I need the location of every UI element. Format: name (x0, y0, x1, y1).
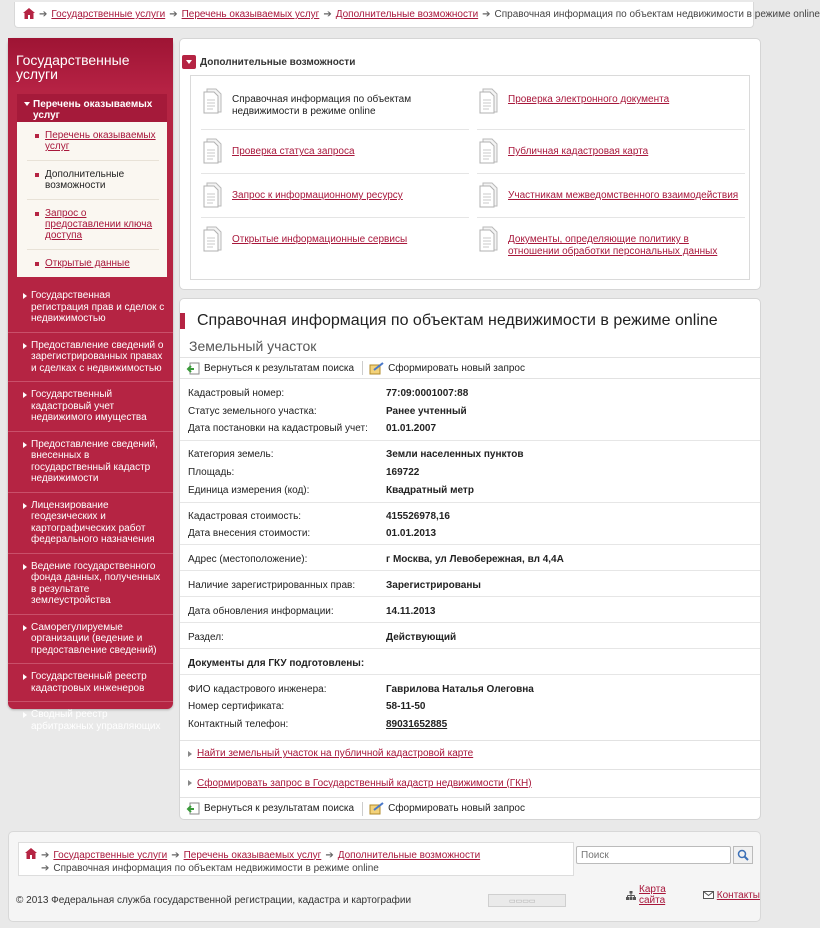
extras-link[interactable]: Проверка электронного документа (508, 94, 670, 105)
sidebar-item[interactable] (8, 382, 173, 432)
sidebar-subitem-label: Дополнительные возможности (45, 169, 125, 191)
extras-link-current: Справочная информация по объектам недвижимости в режиме online (232, 94, 412, 117)
arrow-icon: ➔ (41, 863, 50, 874)
extras-grid (190, 75, 750, 280)
make-request-row[interactable] (180, 769, 760, 796)
field-row: ФИО кадастрового инженера: Гаврилова Наталья Олеговна (188, 684, 534, 695)
back-to-results-button[interactable]: Вернуться к результатам поиска (187, 802, 354, 815)
breadcrumb-link[interactable]: Государственные услуги (53, 849, 168, 861)
extras-link[interactable]: Документы, определяющие политику в отношении обработки персональных данных (508, 234, 718, 257)
sitemap-link[interactable]: Карта сайта (626, 884, 694, 906)
new-request-button[interactable]: Сформировать новый запрос (369, 802, 525, 815)
object-type-subtitle: Земельный участок (189, 338, 317, 354)
arrow-icon: ➔ (169, 9, 178, 20)
arrow-icon: ➔ (482, 9, 491, 20)
field-row: Дата обновления информации: 14.11.2013 (188, 606, 436, 617)
extras-item-interagency[interactable] (479, 182, 749, 208)
sidebar-item-label: Лицензирование геодезических и картографических работ федерального назначения (31, 499, 155, 545)
sidebar-subitem-open-data[interactable] (27, 250, 159, 277)
find-on-map-link[interactable]: Найти земельный участок на публичной кадастровой карте (197, 748, 474, 759)
extras-item-cadastral-map[interactable] (479, 138, 749, 164)
extras-item-request-status[interactable] (203, 138, 473, 164)
field-row: Наличие зарегистрированных прав: Зарегистрированы (188, 580, 481, 591)
field-row: Единица измерения (код): Квадратный метр (188, 485, 474, 496)
sidebar-item-label: Саморегулируемые организации (ведение и предоставление сведений) (31, 621, 157, 656)
envelope-icon (703, 891, 714, 899)
document-icon (203, 226, 223, 252)
sidebar-item-label: Сводный реестр арбитражных управляющих (31, 709, 161, 732)
sidebar-active-section[interactable] (17, 94, 167, 122)
arrow-icon: ➔ (171, 849, 180, 861)
search-icon (737, 849, 749, 861)
field-row: Номер сертификата: 58-11-50 (188, 701, 426, 712)
footer-breadcrumb (18, 842, 574, 876)
chevron-right-icon (23, 674, 27, 680)
extras-link[interactable]: Участникам межведомственного взаимодействия (508, 190, 739, 201)
back-arrow-icon (187, 802, 200, 815)
sitemap-icon (626, 891, 636, 900)
extras-item-verify-document[interactable] (479, 88, 749, 114)
arrow-icon: ➔ (325, 849, 334, 861)
extras-panel (179, 38, 761, 290)
sidebar-subitem-label[interactable]: Открытые данные (45, 258, 130, 269)
breadcrumb-current: Справочная информация по объектам недвижимости в режиме online (53, 863, 379, 874)
sidebar-subitem-access-key[interactable] (27, 200, 159, 250)
sidebar-item[interactable] (8, 615, 173, 665)
result-toolbar-bottom (180, 797, 760, 819)
bullet-icon (35, 262, 39, 266)
breadcrumb-link[interactable]: Дополнительные возможности (335, 9, 479, 20)
extras-link[interactable]: Публичная кадастровая карта (508, 146, 649, 157)
document-icon (203, 182, 223, 208)
sidebar-item[interactable] (8, 283, 173, 333)
sidebar-item-label: Государственная регистрация прав и сделок с недвижимостью (31, 290, 165, 324)
chevron-right-icon (23, 503, 27, 509)
sidebar-submenu (17, 122, 167, 277)
find-on-map-row[interactable] (180, 740, 760, 766)
new-request-icon (369, 802, 384, 815)
search-input[interactable] (576, 846, 731, 864)
extras-item-open-services[interactable] (203, 226, 473, 252)
field-row: Статус земельного участка: Ранее учтенный (188, 406, 467, 417)
extras-header[interactable] (182, 55, 355, 69)
result-toolbar-top (180, 357, 760, 379)
sidebar-subitem-services-list[interactable] (27, 122, 159, 161)
sidebar-item-label: Государственный кадастровый учет недвижимого имущества (31, 389, 147, 423)
extras-title: Дополнительные возможности (200, 56, 356, 68)
field-row: Кадастровая стоимость: 415526978,16 (188, 511, 450, 522)
field-row: Дата внесения стоимости: 01.01.2013 (188, 528, 437, 539)
sidebar-item-label: Ведение государственного фонда данных, полученных в результате землеустройства (31, 560, 161, 606)
field-row: Категория земель: Земли населенных пунктов (188, 449, 524, 460)
visit-counter[interactable]: ▭▭▭▭ (488, 894, 566, 907)
search-button[interactable] (733, 846, 753, 864)
collapse-toggle-icon[interactable] (182, 55, 196, 69)
extras-item-reference-info[interactable] (203, 88, 473, 117)
extras-link[interactable]: Проверка статуса запроса (232, 146, 355, 157)
title-accent-bar (180, 313, 185, 329)
home-icon[interactable] (25, 848, 37, 863)
field-row: Дата постановки на кадастровый учет: 01.01.2007 (188, 423, 437, 434)
sidebar-item[interactable] (8, 432, 173, 493)
chevron-right-icon (23, 712, 27, 718)
field-row: Кадастровый номер: 77:09:0001007:88 (188, 388, 469, 399)
home-icon[interactable] (23, 8, 35, 22)
document-icon (479, 88, 499, 114)
document-icon (479, 226, 499, 252)
sidebar-subitem-extras[interactable] (27, 161, 159, 200)
chevron-right-icon (23, 625, 27, 631)
sidebar-title: Государственные услуги (8, 38, 173, 90)
sidebar-subitem-label[interactable]: Перечень оказываемых услуг (45, 130, 156, 152)
chevron-right-icon (188, 751, 192, 757)
breadcrumb-link[interactable]: Дополнительные возможности (337, 849, 481, 861)
back-arrow-icon (187, 362, 200, 375)
sidebar-item[interactable] (8, 664, 173, 702)
bullet-icon (35, 212, 39, 216)
top-breadcrumb-bar (14, 2, 820, 28)
document-icon (203, 88, 223, 114)
chevron-right-icon (23, 343, 27, 349)
breadcrumb-link[interactable]: Государственные услуги (51, 9, 166, 20)
page-title (180, 312, 718, 330)
make-request-link[interactable]: Сформировать запрос в Государственный кадастр недвижимости (ГКН) (197, 777, 532, 789)
sidebar-subitem-label[interactable]: Запрос о предоставлении ключа доступа (45, 208, 153, 241)
document-icon (479, 138, 499, 164)
sidebar (8, 38, 173, 732)
breadcrumb-link[interactable]: Перечень оказываемых услуг (181, 9, 320, 20)
field-row: Площадь: 169722 (188, 467, 420, 478)
copyright: © 2013 Федеральная служба государственной регистрации, кадастра и картографии (16, 895, 412, 906)
field-row: Раздел: Действующий (188, 632, 457, 643)
footer (8, 831, 761, 922)
sidebar-item[interactable] (8, 702, 173, 739)
bullet-icon (35, 173, 39, 177)
chevron-right-icon (23, 293, 27, 299)
extras-link[interactable]: Открытые информационные сервисы (232, 234, 408, 245)
extras-item-info-resource[interactable] (203, 182, 473, 208)
field-row: Адрес (местоположение): г Москва, ул Левобережная, вл 4,4А (188, 554, 564, 565)
chevron-right-icon (188, 780, 192, 786)
document-icon (479, 182, 499, 208)
phone-link[interactable]: 89031652885 (386, 719, 448, 730)
breadcrumb (23, 8, 820, 22)
field-row: Контактный телефон: 89031652885 (188, 719, 448, 730)
main-content (179, 298, 761, 820)
sidebar-menu (8, 283, 173, 739)
contacts-link[interactable]: Контакты (703, 884, 760, 906)
sidebar-item-label: Государственный реестр кадастровых инженеров (31, 671, 147, 694)
new-request-icon (369, 362, 384, 375)
extras-item-privacy-policy[interactable] (479, 226, 741, 257)
new-request-button[interactable]: Сформировать новый запрос (369, 362, 525, 375)
document-icon (203, 138, 223, 164)
sidebar-item[interactable] (8, 493, 173, 554)
back-to-results-button[interactable]: Вернуться к результатам поиска (187, 362, 354, 375)
sidebar-item-label: Предоставление сведений, внесенных в государственный кадастр недвижимости (31, 438, 158, 484)
sidebar-item-label: Предоставление сведений о зарегистрированных правах и сделках с недвижимостью (31, 339, 164, 374)
chevron-right-icon (23, 392, 27, 398)
breadcrumb-link[interactable]: Перечень оказываемых услуг (183, 849, 322, 861)
sidebar-item[interactable] (8, 333, 173, 383)
breadcrumb-current: Справочная информация по объектам недвижимости в режиме online (494, 9, 820, 20)
bullet-icon (35, 134, 39, 138)
chevron-right-icon (23, 564, 27, 570)
sidebar-active-label: Перечень оказываемых услуг (33, 99, 153, 121)
chevron-right-icon (23, 442, 27, 448)
footer-links (626, 884, 760, 906)
arrow-icon: ➔ (41, 849, 50, 861)
page-title-text: Справочная информация по объектам недвижимости в режиме online (197, 312, 718, 329)
arrow-icon: ➔ (39, 9, 48, 20)
chevron-down-icon (24, 102, 30, 106)
search-box (576, 846, 753, 864)
sidebar-item[interactable] (8, 554, 173, 615)
extras-link[interactable]: Запрос к информационному ресурсу (232, 190, 403, 201)
arrow-icon: ➔ (323, 9, 332, 20)
gku-heading: Документы для ГКУ подготовлены: (188, 658, 365, 669)
